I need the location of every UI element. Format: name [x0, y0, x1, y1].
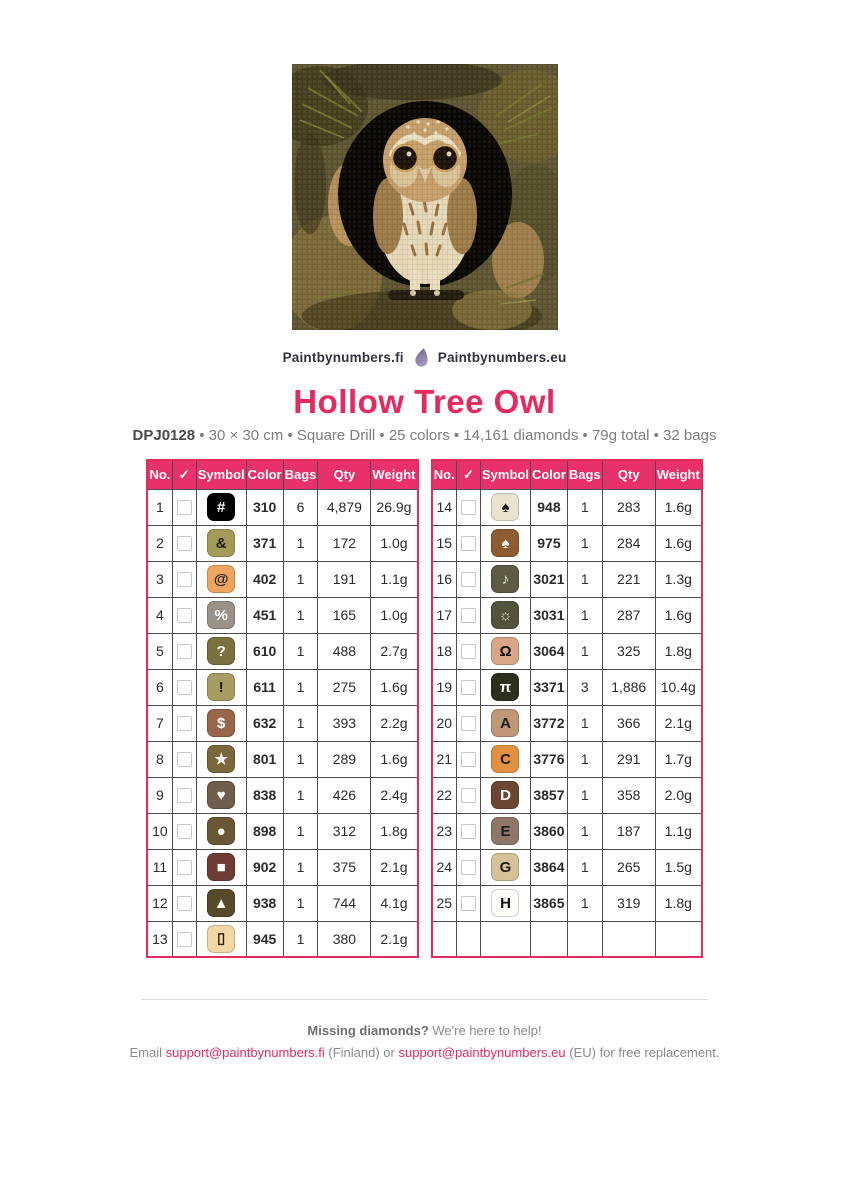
- qty-cell: 426: [318, 777, 371, 813]
- weight-cell: 10.4g: [655, 669, 702, 705]
- weight-cell: 1.8g: [655, 633, 702, 669]
- row-number-cell: 23: [432, 813, 457, 849]
- check-cell: [457, 525, 481, 561]
- color-code-cell: 838: [246, 777, 283, 813]
- weight-cell: 1.6g: [371, 669, 418, 705]
- qty-cell: 744: [318, 885, 371, 921]
- weight-cell: 2.4g: [371, 777, 418, 813]
- row-checkbox[interactable]: [461, 644, 476, 659]
- weight-cell: 1.1g: [371, 561, 418, 597]
- column-header-color: Color: [530, 460, 567, 489]
- row-number-cell: 19: [432, 669, 457, 705]
- table-row: [147, 597, 417, 633]
- symbol-swatch: ●: [207, 817, 235, 845]
- weight-cell: 1.6g: [655, 525, 702, 561]
- bags-cell: 1: [567, 741, 602, 777]
- symbol-cell: [196, 885, 246, 921]
- row-number-cell: 22: [432, 777, 457, 813]
- legend-table-right: [431, 459, 703, 958]
- row-number-cell: 3: [147, 561, 172, 597]
- row-checkbox[interactable]: [461, 716, 476, 731]
- check-cell: [172, 489, 196, 525]
- color-code-cell: 3865: [530, 885, 567, 921]
- weight-cell: 1.8g: [655, 885, 702, 921]
- qty-cell: 165: [318, 597, 371, 633]
- brand-site-eu: Paintbynumbers.eu: [437, 349, 567, 365]
- symbol-cell: [481, 561, 531, 597]
- empty-cell: [655, 921, 702, 957]
- row-number-cell: 1: [147, 489, 172, 525]
- qty-cell: 187: [602, 813, 655, 849]
- bags-cell: 1: [283, 597, 318, 633]
- support-email-fi-link[interactable]: support@paintbynumbers.fi: [165, 1045, 325, 1060]
- color-code-cell: 402: [246, 561, 283, 597]
- qty-cell: 191: [318, 561, 371, 597]
- weight-cell: 1.6g: [655, 489, 702, 525]
- bags-cell: 1: [283, 741, 318, 777]
- bags-cell: 1: [567, 849, 602, 885]
- bags-cell: 1: [567, 777, 602, 813]
- symbol-swatch: C: [491, 745, 519, 773]
- column-header-weight: Weight: [371, 460, 418, 489]
- bags-cell: 1: [283, 921, 318, 957]
- row-checkbox[interactable]: [461, 680, 476, 695]
- owl-preview-image: [292, 64, 558, 330]
- symbol-swatch: @: [207, 565, 235, 593]
- column-header-qty: Qty: [318, 460, 371, 489]
- row-number-cell: 5: [147, 633, 172, 669]
- weight-cell: 1.6g: [371, 741, 418, 777]
- table-row: [432, 885, 702, 921]
- qty-cell: 312: [318, 813, 371, 849]
- bags-cell: 1: [283, 561, 318, 597]
- row-checkbox[interactable]: [177, 608, 192, 623]
- color-code-cell: 451: [246, 597, 283, 633]
- qty-cell: 289: [318, 741, 371, 777]
- weight-cell: 4.1g: [371, 885, 418, 921]
- footer-headline-rest: We're here to help!: [428, 1023, 542, 1038]
- symbol-swatch: ★: [207, 745, 235, 773]
- symbol-cell: [196, 921, 246, 957]
- empty-cell: [457, 921, 481, 957]
- row-number-cell: 4: [147, 597, 172, 633]
- footer-email-mid: (Finland) or: [324, 1045, 399, 1060]
- qty-cell: 275: [318, 669, 371, 705]
- row-checkbox[interactable]: [177, 716, 192, 731]
- row-number-cell: 12: [147, 885, 172, 921]
- weight-cell: 1.7g: [655, 741, 702, 777]
- qty-cell: 375: [318, 849, 371, 885]
- color-code-cell: 3864: [530, 849, 567, 885]
- table-row: [432, 849, 702, 885]
- bags-cell: 6: [283, 489, 318, 525]
- qty-cell: 358: [602, 777, 655, 813]
- footer-email-suffix: (EU) for free replacement.: [565, 1045, 720, 1060]
- column-header-no: No.: [432, 460, 457, 489]
- table-row: [432, 741, 702, 777]
- column-header-bags: Bags: [567, 460, 602, 489]
- table-row: [432, 705, 702, 741]
- header-row: [147, 460, 417, 489]
- bags-cell: 1: [567, 561, 602, 597]
- bags-cell: 1: [283, 705, 318, 741]
- row-checkbox[interactable]: [461, 896, 476, 911]
- weight-cell: 1.0g: [371, 525, 418, 561]
- table-row: [432, 813, 702, 849]
- design-code: DPJ0128: [132, 427, 196, 444]
- row-checkbox[interactable]: [461, 500, 476, 515]
- empty-cell: [602, 921, 655, 957]
- check-cell: [172, 597, 196, 633]
- check-cell: [172, 705, 196, 741]
- color-code-cell: 948: [530, 489, 567, 525]
- row-number-cell: 13: [147, 921, 172, 957]
- row-number-cell: 15: [432, 525, 457, 561]
- check-cell: [457, 633, 481, 669]
- row-checkbox[interactable]: [177, 752, 192, 767]
- symbol-cell: [196, 849, 246, 885]
- check-cell: [172, 921, 196, 957]
- bags-cell: 1: [567, 885, 602, 921]
- row-checkbox[interactable]: [461, 788, 476, 803]
- symbol-swatch: D: [491, 781, 519, 809]
- table-row: [147, 813, 417, 849]
- row-number-cell: 6: [147, 669, 172, 705]
- color-code-cell: 632: [246, 705, 283, 741]
- check-cell: [457, 597, 481, 633]
- table-row: [147, 921, 417, 957]
- empty-cell: [530, 921, 567, 957]
- symbol-swatch: !: [207, 673, 235, 701]
- color-code-cell: 611: [246, 669, 283, 705]
- color-code-cell: 371: [246, 525, 283, 561]
- symbol-swatch: ▲: [207, 889, 235, 917]
- symbol-swatch: ♪: [491, 565, 519, 593]
- symbol-cell: [196, 669, 246, 705]
- check-cell: [457, 777, 481, 813]
- symbol-swatch: ▯: [207, 925, 235, 953]
- table-row: [432, 669, 702, 705]
- check-cell: [172, 849, 196, 885]
- symbol-swatch: #: [207, 493, 235, 521]
- qty-cell: 1,886: [602, 669, 655, 705]
- check-cell: [457, 705, 481, 741]
- qty-cell: 283: [602, 489, 655, 525]
- table-row: [147, 633, 417, 669]
- check-cell: [172, 813, 196, 849]
- symbol-swatch: ?: [207, 637, 235, 665]
- row-number-cell: 18: [432, 633, 457, 669]
- symbol-cell: [481, 705, 531, 741]
- check-cell: [172, 777, 196, 813]
- symbol-cell: [481, 741, 531, 777]
- color-code-cell: 3371: [530, 669, 567, 705]
- qty-cell: 366: [602, 705, 655, 741]
- symbol-cell: [481, 849, 531, 885]
- bags-cell: 1: [567, 705, 602, 741]
- row-checkbox[interactable]: [461, 860, 476, 875]
- check-cell: [457, 669, 481, 705]
- check-cell: [457, 489, 481, 525]
- check-cell: [172, 741, 196, 777]
- pattern-specs-line: [0, 427, 849, 444]
- symbol-cell: [196, 741, 246, 777]
- row-number-cell: 8: [147, 741, 172, 777]
- color-code-cell: 3772: [530, 705, 567, 741]
- symbol-swatch: ♠: [491, 529, 519, 557]
- check-cell: [172, 885, 196, 921]
- brand-site-fi: Paintbynumbers.fi: [282, 349, 404, 365]
- footer-headline-bold: Missing diamonds?: [307, 1023, 429, 1038]
- row-number-cell: 25: [432, 885, 457, 921]
- symbol-cell: [196, 633, 246, 669]
- bags-cell: 1: [567, 633, 602, 669]
- footer-contact-line: [0, 1045, 849, 1060]
- color-code-cell: 3860: [530, 813, 567, 849]
- check-cell: [457, 885, 481, 921]
- table-row: [147, 669, 417, 705]
- symbol-swatch: ☼: [491, 601, 519, 629]
- column-header-no: No.: [147, 460, 172, 489]
- symbol-cell: [481, 885, 531, 921]
- symbol-cell: [481, 597, 531, 633]
- paint-drop-icon: [413, 347, 429, 367]
- column-header-: ✓: [172, 460, 196, 489]
- bags-cell: 3: [567, 669, 602, 705]
- column-header-: ✓: [457, 460, 481, 489]
- color-code-cell: 3031: [530, 597, 567, 633]
- row-checkbox[interactable]: [177, 788, 192, 803]
- preview-image-wrap: [0, 64, 849, 330]
- row-checkbox[interactable]: [461, 536, 476, 551]
- symbol-swatch: ♠: [491, 493, 519, 521]
- weight-cell: 1.8g: [371, 813, 418, 849]
- row-number-cell: 17: [432, 597, 457, 633]
- symbol-cell: [196, 489, 246, 525]
- empty-cell: [567, 921, 602, 957]
- row-checkbox[interactable]: [177, 536, 192, 551]
- bags-cell: 1: [567, 813, 602, 849]
- column-header-color: Color: [246, 460, 283, 489]
- table-row: [432, 489, 702, 525]
- weight-cell: 1.3g: [655, 561, 702, 597]
- qty-cell: 319: [602, 885, 655, 921]
- symbol-cell: [481, 669, 531, 705]
- weight-cell: 26.9g: [371, 489, 418, 525]
- symbol-swatch: $: [207, 709, 235, 737]
- empty-row: [432, 921, 702, 957]
- column-header-bags: Bags: [283, 460, 318, 489]
- weight-cell: 2.2g: [371, 705, 418, 741]
- row-number-cell: 2: [147, 525, 172, 561]
- row-checkbox[interactable]: [177, 896, 192, 911]
- bags-cell: 1: [283, 885, 318, 921]
- color-code-cell: 310: [246, 489, 283, 525]
- weight-cell: 1.1g: [655, 813, 702, 849]
- column-header-qty: Qty: [602, 460, 655, 489]
- symbol-swatch: Ω: [491, 637, 519, 665]
- qty-cell: 291: [602, 741, 655, 777]
- symbol-cell: [196, 525, 246, 561]
- symbol-swatch: ♥: [207, 781, 235, 809]
- row-number-cell: 24: [432, 849, 457, 885]
- color-code-cell: 3064: [530, 633, 567, 669]
- check-cell: [457, 849, 481, 885]
- row-checkbox[interactable]: [461, 752, 476, 767]
- weight-cell: 2.0g: [655, 777, 702, 813]
- color-code-cell: 975: [530, 525, 567, 561]
- bags-cell: 1: [567, 597, 602, 633]
- symbol-swatch: H: [491, 889, 519, 917]
- symbol-swatch: A: [491, 709, 519, 737]
- symbol-cell: [196, 597, 246, 633]
- color-code-cell: 938: [246, 885, 283, 921]
- color-code-cell: 3776: [530, 741, 567, 777]
- symbol-cell: [196, 705, 246, 741]
- check-cell: [457, 741, 481, 777]
- symbol-cell: [481, 813, 531, 849]
- color-code-cell: 945: [246, 921, 283, 957]
- row-checkbox[interactable]: [177, 824, 192, 839]
- qty-cell: 4,879: [318, 489, 371, 525]
- weight-cell: 2.1g: [655, 705, 702, 741]
- footer-email-prefix: Email: [129, 1045, 166, 1060]
- check-cell: [172, 669, 196, 705]
- table-row: [147, 705, 417, 741]
- brand-row: [0, 347, 849, 367]
- symbol-cell: [481, 525, 531, 561]
- check-cell: [172, 633, 196, 669]
- row-checkbox[interactable]: [461, 608, 476, 623]
- row-number-cell: 21: [432, 741, 457, 777]
- qty-cell: 380: [318, 921, 371, 957]
- row-checkbox[interactable]: [461, 824, 476, 839]
- table-row: [432, 633, 702, 669]
- pattern-specs-items: • 30 × 30 cm • Square Drill • 25 colors • 14,161 diamonds • 79g total • 32 bags: [195, 427, 717, 444]
- check-cell: [457, 813, 481, 849]
- qty-cell: 287: [602, 597, 655, 633]
- qty-cell: 172: [318, 525, 371, 561]
- weight-cell: 1.5g: [655, 849, 702, 885]
- bags-cell: 1: [283, 849, 318, 885]
- color-code-cell: 610: [246, 633, 283, 669]
- row-checkbox[interactable]: [177, 572, 192, 587]
- weight-cell: 2.1g: [371, 921, 418, 957]
- symbol-cell: [481, 489, 531, 525]
- row-number-cell: 20: [432, 705, 457, 741]
- row-number-cell: 7: [147, 705, 172, 741]
- table-row: [147, 561, 417, 597]
- row-checkbox[interactable]: [177, 860, 192, 875]
- footer-headline: [0, 1023, 849, 1038]
- bags-cell: 1: [567, 489, 602, 525]
- row-number-cell: 9: [147, 777, 172, 813]
- support-email-eu-link[interactable]: support@paintbynumbers.eu: [398, 1045, 566, 1060]
- qty-cell: 221: [602, 561, 655, 597]
- check-cell: [457, 561, 481, 597]
- table-row: [147, 849, 417, 885]
- row-number-cell: 16: [432, 561, 457, 597]
- qty-cell: 284: [602, 525, 655, 561]
- table-row: [147, 741, 417, 777]
- weight-cell: 2.1g: [371, 849, 418, 885]
- qty-cell: 325: [602, 633, 655, 669]
- bags-cell: 1: [283, 669, 318, 705]
- check-cell: [172, 561, 196, 597]
- color-code-cell: 898: [246, 813, 283, 849]
- symbol-swatch: &: [207, 529, 235, 557]
- qty-cell: 393: [318, 705, 371, 741]
- table-row: [432, 561, 702, 597]
- row-checkbox[interactable]: [177, 500, 192, 515]
- column-header-symbol: Symbol: [196, 460, 246, 489]
- color-code-cell: 801: [246, 741, 283, 777]
- row-number-cell: 11: [147, 849, 172, 885]
- row-checkbox[interactable]: [177, 932, 192, 947]
- row-number-cell: 10: [147, 813, 172, 849]
- empty-cell: [432, 921, 457, 957]
- symbol-swatch: %: [207, 601, 235, 629]
- color-code-cell: 3021: [530, 561, 567, 597]
- symbol-cell: [481, 633, 531, 669]
- symbol-cell: [481, 777, 531, 813]
- table-row: [432, 525, 702, 561]
- symbol-swatch: E: [491, 817, 519, 845]
- table-row: [432, 777, 702, 813]
- symbol-cell: [196, 777, 246, 813]
- bags-cell: 1: [567, 525, 602, 561]
- legend-table-left: [146, 459, 418, 958]
- bags-cell: 1: [283, 525, 318, 561]
- symbol-cell: [196, 813, 246, 849]
- row-checkbox[interactable]: [461, 572, 476, 587]
- row-checkbox[interactable]: [177, 644, 192, 659]
- weight-cell: 1.0g: [371, 597, 418, 633]
- table-row: [147, 525, 417, 561]
- qty-cell: 265: [602, 849, 655, 885]
- header-row: [432, 460, 702, 489]
- row-checkbox[interactable]: [177, 680, 192, 695]
- column-header-symbol: Symbol: [481, 460, 531, 489]
- weight-cell: 2.7g: [371, 633, 418, 669]
- bags-cell: 1: [283, 633, 318, 669]
- symbol-swatch: π: [491, 673, 519, 701]
- bags-cell: 1: [283, 813, 318, 849]
- table-row: [147, 489, 417, 525]
- symbol-swatch: G: [491, 853, 519, 881]
- page-title: Hollow Tree Owl: [293, 383, 556, 420]
- empty-cell: [481, 921, 531, 957]
- table-row: [147, 777, 417, 813]
- symbol-swatch: ■: [207, 853, 235, 881]
- color-code-cell: 902: [246, 849, 283, 885]
- check-cell: [172, 525, 196, 561]
- symbol-cell: [196, 561, 246, 597]
- bags-cell: 1: [283, 777, 318, 813]
- column-header-weight: Weight: [655, 460, 702, 489]
- table-row: [147, 885, 417, 921]
- color-code-cell: 3857: [530, 777, 567, 813]
- footer-divider: [141, 999, 708, 1000]
- legend-tables: [0, 459, 849, 958]
- table-row: [432, 597, 702, 633]
- row-number-cell: 14: [432, 489, 457, 525]
- qty-cell: 488: [318, 633, 371, 669]
- weight-cell: 1.6g: [655, 597, 702, 633]
